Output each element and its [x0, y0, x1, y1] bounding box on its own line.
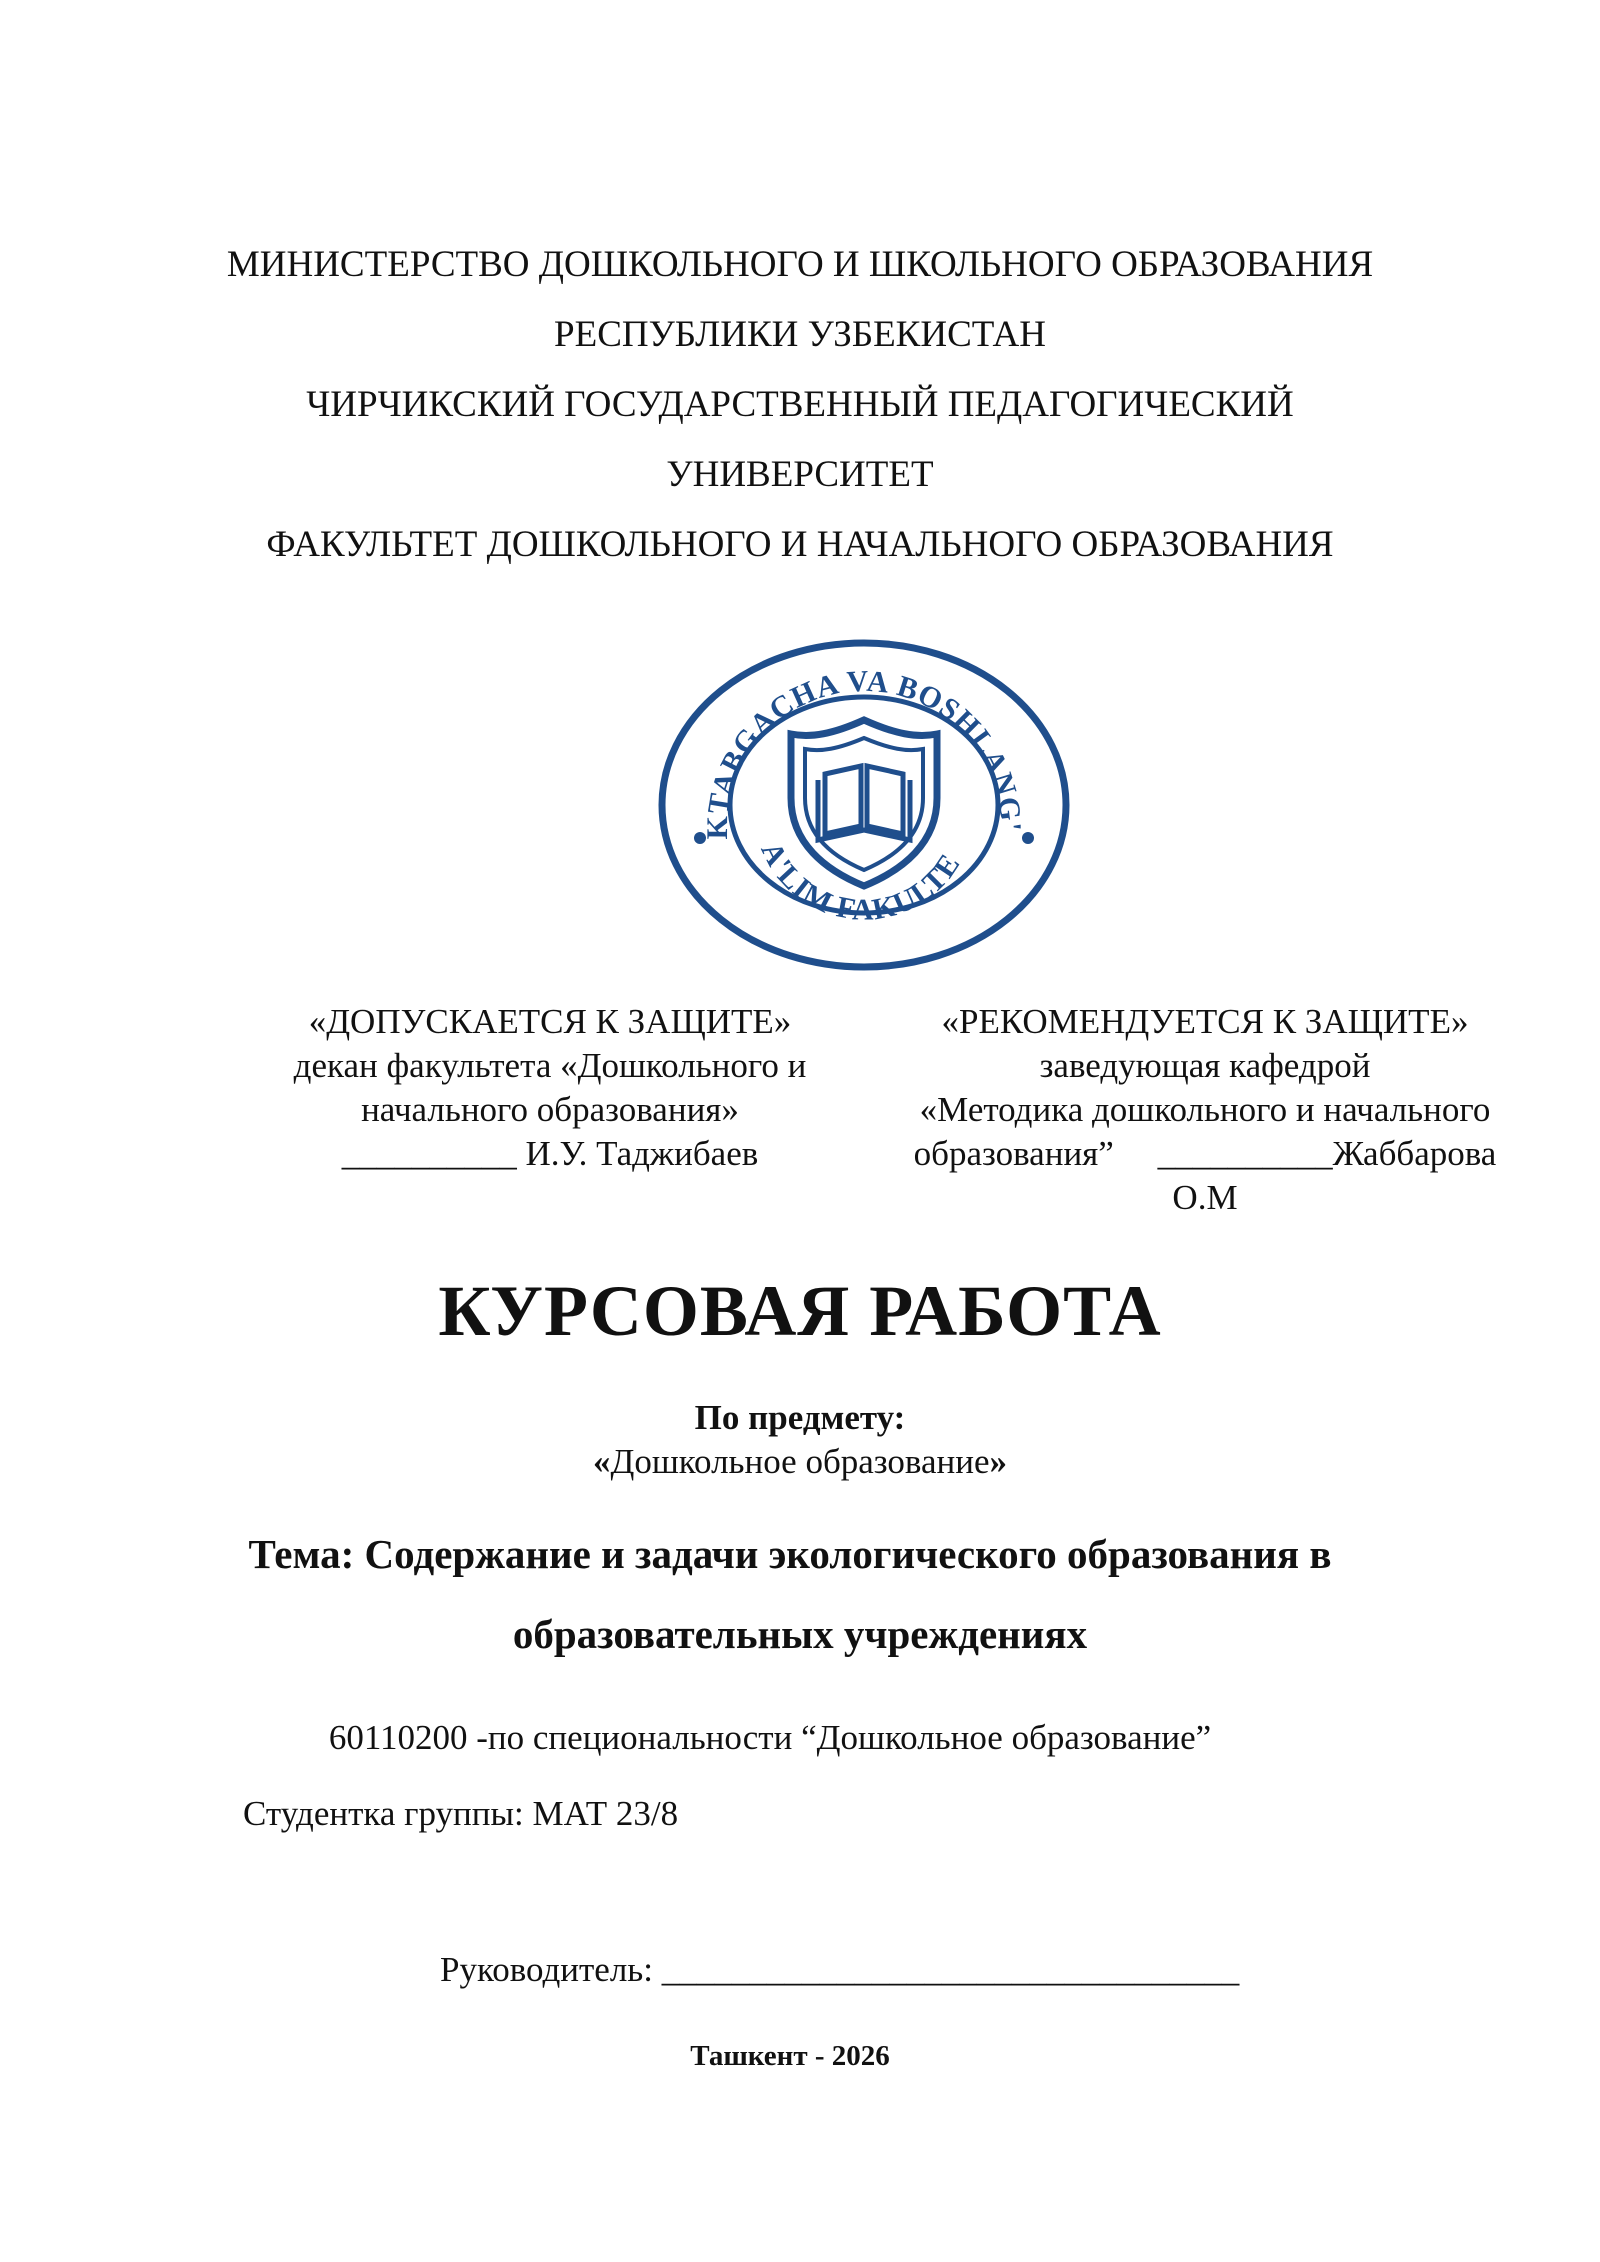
header-republic: РЕСПУБЛИКИ УЗБЕКИСТАН — [554, 314, 1046, 355]
approval-right-heading: «РЕКОМЕНДУЕТСЯ К ЗАЩИТЕ» — [941, 1002, 1469, 1041]
topic-line2: образовательных учреждениях — [512, 1611, 1088, 1657]
signer-name: И.У. Таджибаев — [525, 1134, 759, 1173]
specialty: 60110200 -по специональности “Дошкольное образование” — [328, 1718, 1212, 1757]
topic-line1: Тема: Содержание и задачи экологического образования в — [248, 1531, 1332, 1577]
subject-value: Дошкольное образование — [610, 1442, 990, 1481]
signature-blank: __________ — [341, 1134, 517, 1173]
document-title: КУРСОВАЯ РАБОТА — [438, 1271, 1162, 1351]
approval-left-line2: начального образования» — [361, 1090, 739, 1129]
approval-right — [880, 1000, 1530, 1220]
approval-left — [200, 1000, 900, 1176]
city-year: Ташкент - 2026 — [690, 2040, 890, 2072]
signer-initials: О.М — [1172, 1178, 1238, 1217]
approval-right-signature — [880, 1132, 1530, 1176]
open-quote: « — [592, 1442, 611, 1481]
approval-right-line3: образования” — [913, 1134, 1114, 1173]
approval-right-line1: заведующая кафедрой — [1039, 1046, 1371, 1085]
subject-name — [0, 1442, 1600, 1482]
approval-left-line1: декан факультета «Дошкольного и — [293, 1046, 807, 1085]
faculty-logo — [655, 638, 1073, 972]
signature-blank: __________ — [1157, 1134, 1333, 1173]
open-book-shield-icon — [655, 638, 1073, 972]
supervisor — [440, 1950, 1239, 1990]
supervisor-blank: _________________________________ — [661, 1950, 1240, 1989]
approval-left-heading: «ДОПУСКАЕТСЯ К ЗАЩИТЕ» — [308, 1002, 792, 1041]
subject-label: По предмету: — [694, 1398, 906, 1437]
approval-left-signature — [200, 1132, 900, 1176]
header-ministry: МИНИСТЕРСТВО ДОШКОЛЬНОГО И ШКОЛЬНОГО ОБРАЗОВАНИЯ — [226, 244, 1374, 285]
logo-top-text: KTABGACHA VA BOSHLANG' — [700, 664, 1028, 840]
close-quote: » — [989, 1442, 1008, 1481]
header-faculty: ФАКУЛЬТЕТ ДОШКОЛЬНОГО И НАЧАЛЬНОГО ОБРАЗОВАНИЯ — [266, 524, 1334, 565]
supervisor-label: Руководитель: — [440, 1950, 653, 1989]
header-university-2: УНИВЕРСИТЕТ — [666, 454, 934, 495]
signer-surname: Жаббарова — [1332, 1134, 1497, 1173]
header-university: ЧИРЧИКСКИЙ ГОСУДАРСТВЕННЫЙ ПЕДАГОГИЧЕСКИЙ — [306, 384, 1294, 425]
approval-right-line2: «Методика дошкольного и начального — [919, 1090, 1491, 1129]
logo-bottom-text: A'LIM FAKULTE — [754, 836, 967, 927]
student-group: Студентка группы: МАТ 23/8 — [243, 1794, 679, 1833]
